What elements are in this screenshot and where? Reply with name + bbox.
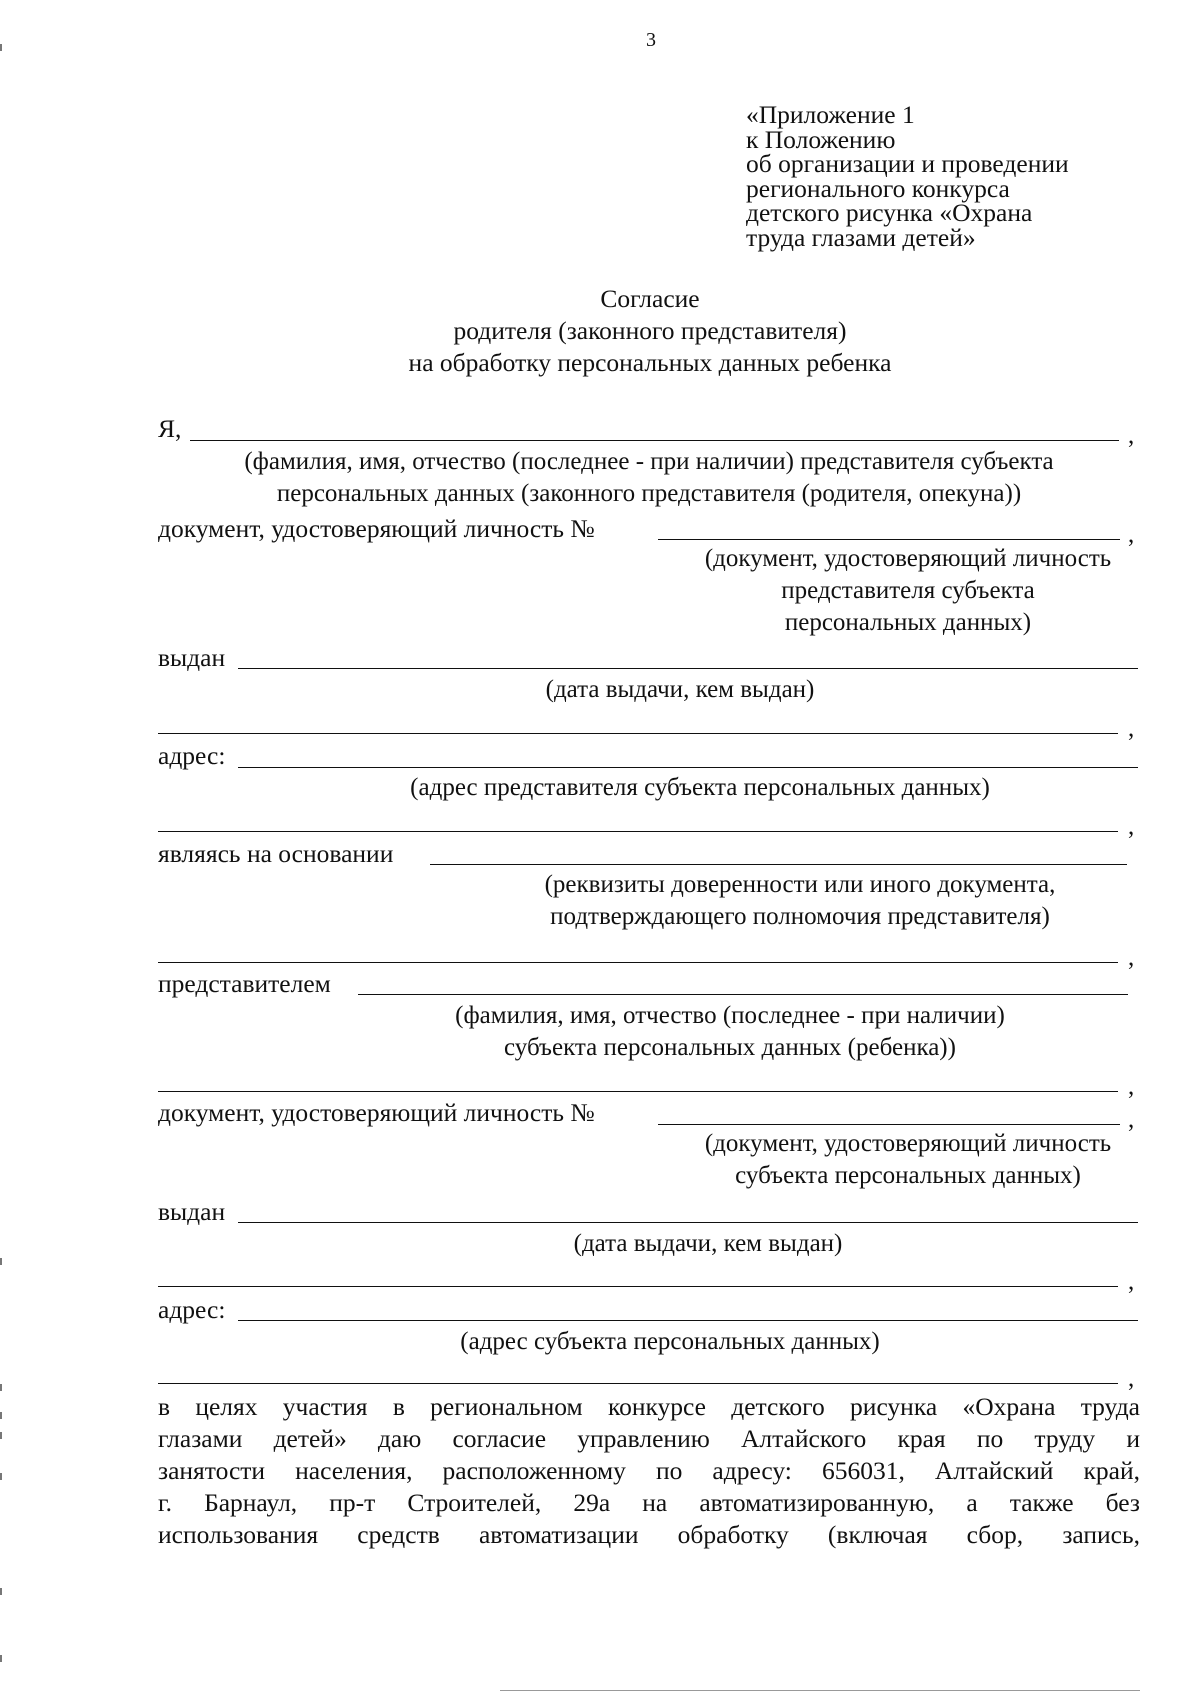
appendix-block — [746, 100, 1069, 252]
basis-hint: (реквизиты доверенности или иного документа, подтверждающего полномочия представителя) — [544, 871, 1056, 930]
child-document-field[interactable] — [658, 1124, 1120, 1125]
title-line: на обработку персональных данных ребенка — [408, 348, 892, 377]
doc2-hint: (документ, удостоверяющий личность субъекта персональных данных) — [704, 1130, 1112, 1189]
appendix-line: к Положению — [746, 124, 896, 154]
comma: , — [1128, 1268, 1135, 1295]
doc2-label: документ, удостоверяющий личность № — [158, 1098, 595, 1127]
scan-bottom-line — [500, 1690, 1140, 1691]
comma: , — [1128, 944, 1135, 971]
parent-issued-field-cont[interactable] — [158, 733, 1118, 734]
comma: , — [1128, 521, 1135, 548]
basis-field-cont[interactable] — [158, 962, 1118, 963]
comma: , — [1128, 715, 1135, 742]
child-issued-field-cont[interactable] — [158, 1286, 1118, 1287]
consent-line: г. Барнаул, пр-т Строителей, 29а на автоматизированную, а также без — [158, 1488, 1140, 1517]
comma: , — [1128, 813, 1135, 840]
child-name-field-cont[interactable] — [158, 1091, 1118, 1092]
issued1-label: выдан — [158, 643, 226, 672]
parent-address-field[interactable] — [238, 767, 1138, 768]
scan-speck — [0, 1588, 2, 1595]
document-title — [0, 283, 1200, 379]
scan-speck — [0, 1384, 2, 1391]
comma: , — [1128, 1106, 1135, 1133]
appendix-line: регионального конкурса — [746, 173, 1010, 203]
address1-label: адрес: — [158, 741, 226, 770]
basis-label: являясь на основании — [158, 839, 394, 868]
title-line: Согласие — [600, 284, 700, 313]
issued2-hint: (дата выдачи, кем выдан) — [573, 1230, 843, 1257]
appendix-line: «Приложение 1 — [746, 100, 915, 129]
title-line: родителя (законного представителя) — [453, 316, 847, 345]
parent-issued-field[interactable] — [238, 668, 1138, 669]
address1-hint: (адрес представителя субъекта персональных данных) — [410, 774, 990, 801]
issued1-hint: (дата выдачи, кем выдан) — [545, 676, 815, 703]
address2-hint: (адрес субъекта персональных данных) — [460, 1328, 880, 1355]
consent-line: использования средств автоматизации обработку (включая сбор, запись, — [158, 1520, 1140, 1549]
comma: , — [1128, 1365, 1135, 1392]
parent-document-field[interactable] — [658, 539, 1120, 540]
representative-label: представителем — [158, 969, 331, 998]
consent-line: занятости населения, расположенному по адресу: 656031, Алтайский край, — [158, 1456, 1140, 1485]
consent-line: в целях участия в региональном конкурсе детского рисунка «Охрана труда — [158, 1392, 1140, 1421]
child-address-field[interactable] — [238, 1320, 1138, 1321]
comma: , — [1128, 422, 1135, 449]
scan-speck — [0, 1655, 2, 1662]
doc1-label: документ, удостоверяющий личность № — [158, 514, 595, 543]
appendix-line: труда глазами детей» — [746, 222, 976, 252]
child-address-field-cont[interactable] — [158, 1383, 1118, 1384]
comma: , — [1128, 1073, 1135, 1100]
appendix-line: детского рисунка «Охрана — [746, 198, 1033, 227]
parent-name-hint: (фамилия, имя, отчество (последнее - при наличии) представителя субъекта персональных данных (законного представителя (родителя, опекуна)) — [244, 448, 1054, 507]
basis-field[interactable] — [430, 864, 1127, 865]
child-name-field[interactable] — [358, 994, 1128, 995]
scan-speck — [0, 1473, 2, 1480]
appendix-line: об организации и проведении — [746, 149, 1069, 178]
issued2-label: выдан — [158, 1197, 226, 1226]
doc1-hint: (документ, удостоверяющий личность представителя субъекта персональных данных) — [704, 545, 1112, 636]
page-number: 3 — [646, 29, 656, 51]
scan-speck — [0, 1258, 2, 1265]
representative-hint: (фамилия, имя, отчество (последнее - при наличии) субъекта персональных данных (ребенка)) — [455, 1002, 1005, 1061]
consent-line: глазами детей» даю согласие управлению Алтайского края по труду и — [158, 1424, 1140, 1453]
scan-speck — [0, 44, 2, 51]
scan-speck — [0, 1412, 2, 1419]
ya-label: Я, — [158, 414, 182, 443]
child-issued-field[interactable] — [238, 1222, 1138, 1223]
address2-label: адрес: — [158, 1295, 226, 1324]
parent-name-field[interactable] — [190, 440, 1119, 441]
parent-address-field-cont[interactable] — [158, 831, 1118, 832]
scan-speck — [0, 1432, 2, 1439]
